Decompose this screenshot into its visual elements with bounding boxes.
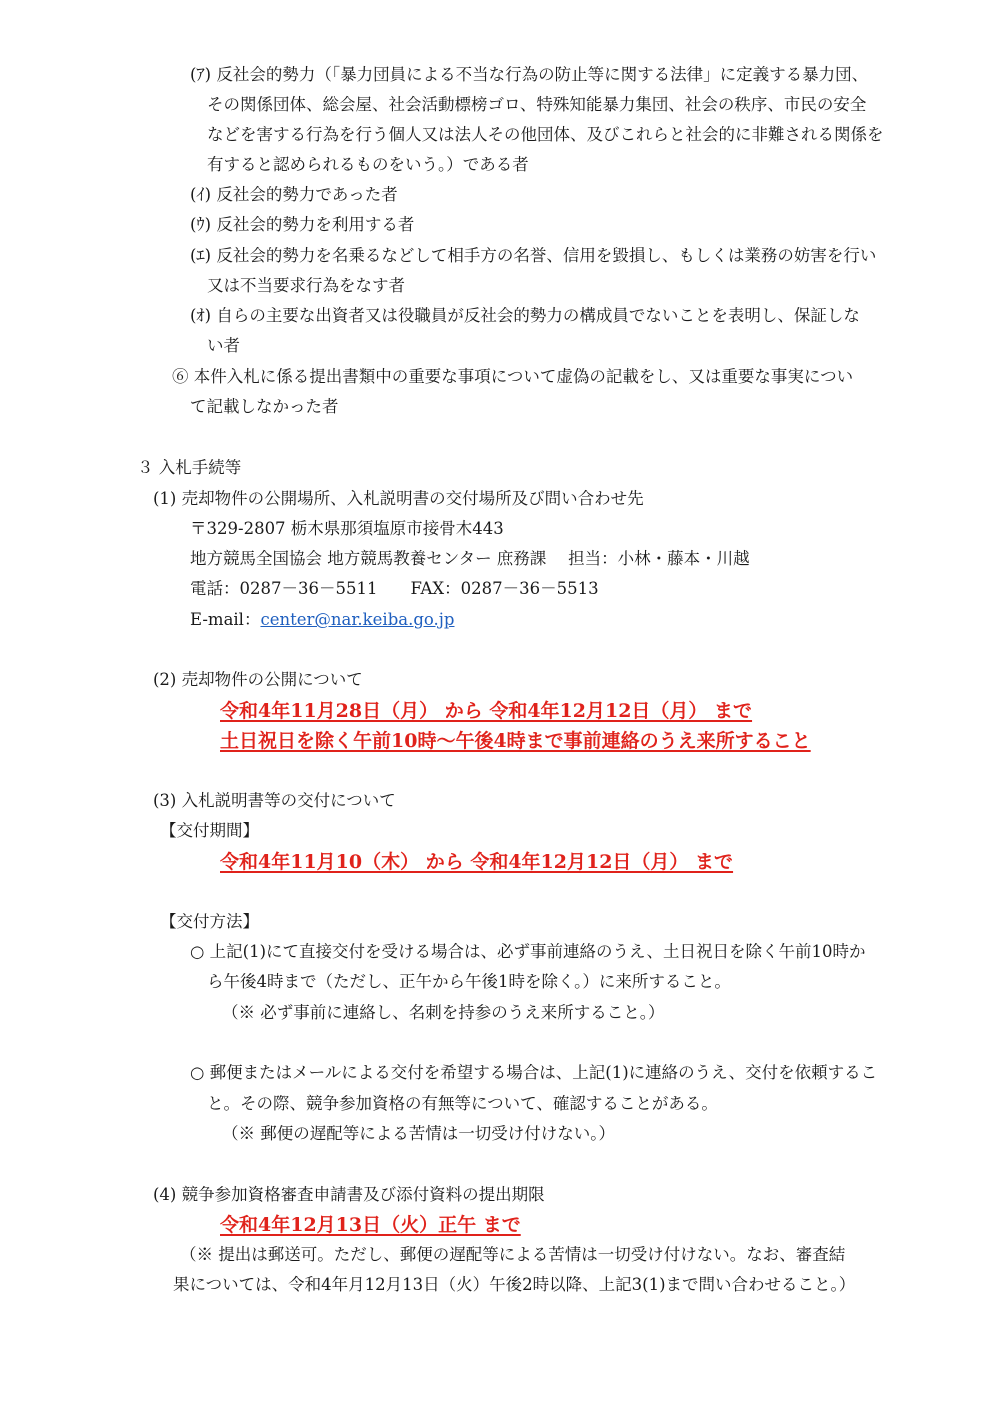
s1-title: (1) 売却物件の公開場所、入札説明書の交付場所及び問い合わせ先: [153, 489, 644, 508]
item-b: (ｲ) 反社会的勢力であった者: [190, 185, 398, 204]
s3-m2-line1: ○ 郵便またはメールによる交付を希望する場合は、上記(1)に連絡のうえ、交付を依頼するこ: [190, 1063, 878, 1082]
item-e-line2: い者: [207, 336, 240, 355]
s1-address: 〒329-2807 栃木県那須塩原市接骨木443: [190, 519, 504, 538]
item-d-line1: (ｴ) 反社会的勢力を名乗るなどして相手方の名誉、信用を毀損し、もしくは業務の妨害を行い: [190, 246, 877, 265]
item-a-line3: などを害する行為を行う個人又は法人その他団体、及びこれらと社会的に非難される関係を: [207, 125, 884, 144]
s3-m1-line2: ら午後4時まで（ただし、正午から午後1時を除く。）に来所すること。: [207, 972, 731, 991]
s3-method-label: 【交付方法】: [160, 912, 259, 931]
s1-email-row: [190, 609, 454, 631]
s3-period: 令和4年11月10（木） から 令和4年12月12日（月） まで: [220, 851, 734, 873]
item-e-line1: (ｵ) 自らの主要な出資者又は役職員が反社会的勢力の構成員でないことを表明し、保証しな: [190, 306, 860, 325]
s3-m2-line2: と。その際、競争参加資格の有無等について、確認することがある。: [207, 1094, 718, 1113]
s4-title: (4) 競争参加資格審査申請書及び添付資料の提出期限: [153, 1185, 545, 1204]
item-a-line2: その関係団体、総会屋、社会活動標榜ゴロ、特殊知能暴力集団、社会の秩序、市民の安全: [207, 95, 867, 114]
email-link[interactable]: center@nar.keiba.go.jp: [260, 610, 455, 629]
s4-note-line2: 果については、令和4年月12月13日（火）午後2時以降、上記3(1)まで問い合わせること。）: [173, 1275, 856, 1294]
item-6-line2: て記載しなかった者: [190, 397, 339, 416]
s1-tel: 電話：0287－36－5511 FAX：0287－36－5513: [190, 579, 599, 598]
section3-heading: ３ 入札手続等: [137, 458, 242, 477]
s2-title: (2) 売却物件の公開について: [153, 670, 363, 689]
item-d-line2: 又は不当要求行為をなす者: [207, 276, 405, 295]
s2-note: 土日祝日を除く午前10時～午後4時まで事前連絡のうえ来所すること: [220, 730, 811, 752]
item-6-line1: ⑥ 本件入札に係る提出書類中の重要な事項について虚偽の記載をし、又は重要な事実につい: [172, 367, 854, 386]
s4-deadline: 令和4年12月13日（火）正午 まで: [220, 1214, 521, 1236]
s3-m2-line3: （※ 郵便の遅配等による苦情は一切受け付けない。）: [222, 1124, 615, 1143]
s3-m1-line1: ○ 上記(1)にて直接交付を受ける場合は、必ず事前連絡のうえ、土日祝日を除く午前10時か: [190, 942, 866, 961]
email-label: E-mail：: [190, 610, 261, 629]
item-a-line1: (ｱ) 反社会的勢力（「暴力団員による不当な行為の防止等に関する法律」に定義する暴力団、: [190, 65, 869, 84]
s4-note-line1: （※ 提出は郵送可。ただし、郵便の遅配等による苦情は一切受け付けない。なお、審査結: [180, 1245, 846, 1264]
s3-m1-line3: （※ 必ず事前に連絡し、名刺を持参のうえ来所すること。）: [222, 1003, 665, 1022]
s1-org: 地方競馬全国協会 地方競馬教養センター 庶務課 担当：小林・藤本・川越: [190, 549, 750, 568]
s3-period-label: 【交付期間】: [160, 821, 259, 840]
item-c: (ｳ) 反社会的勢力を利用する者: [190, 215, 415, 234]
s3-title: (3) 入札説明書等の交付について: [153, 791, 396, 810]
s2-period: 令和4年11月28日（月） から 令和4年12月12日（月） まで: [220, 700, 753, 722]
item-a-line4: 有すると認められるものをいう。）である者: [207, 155, 529, 174]
